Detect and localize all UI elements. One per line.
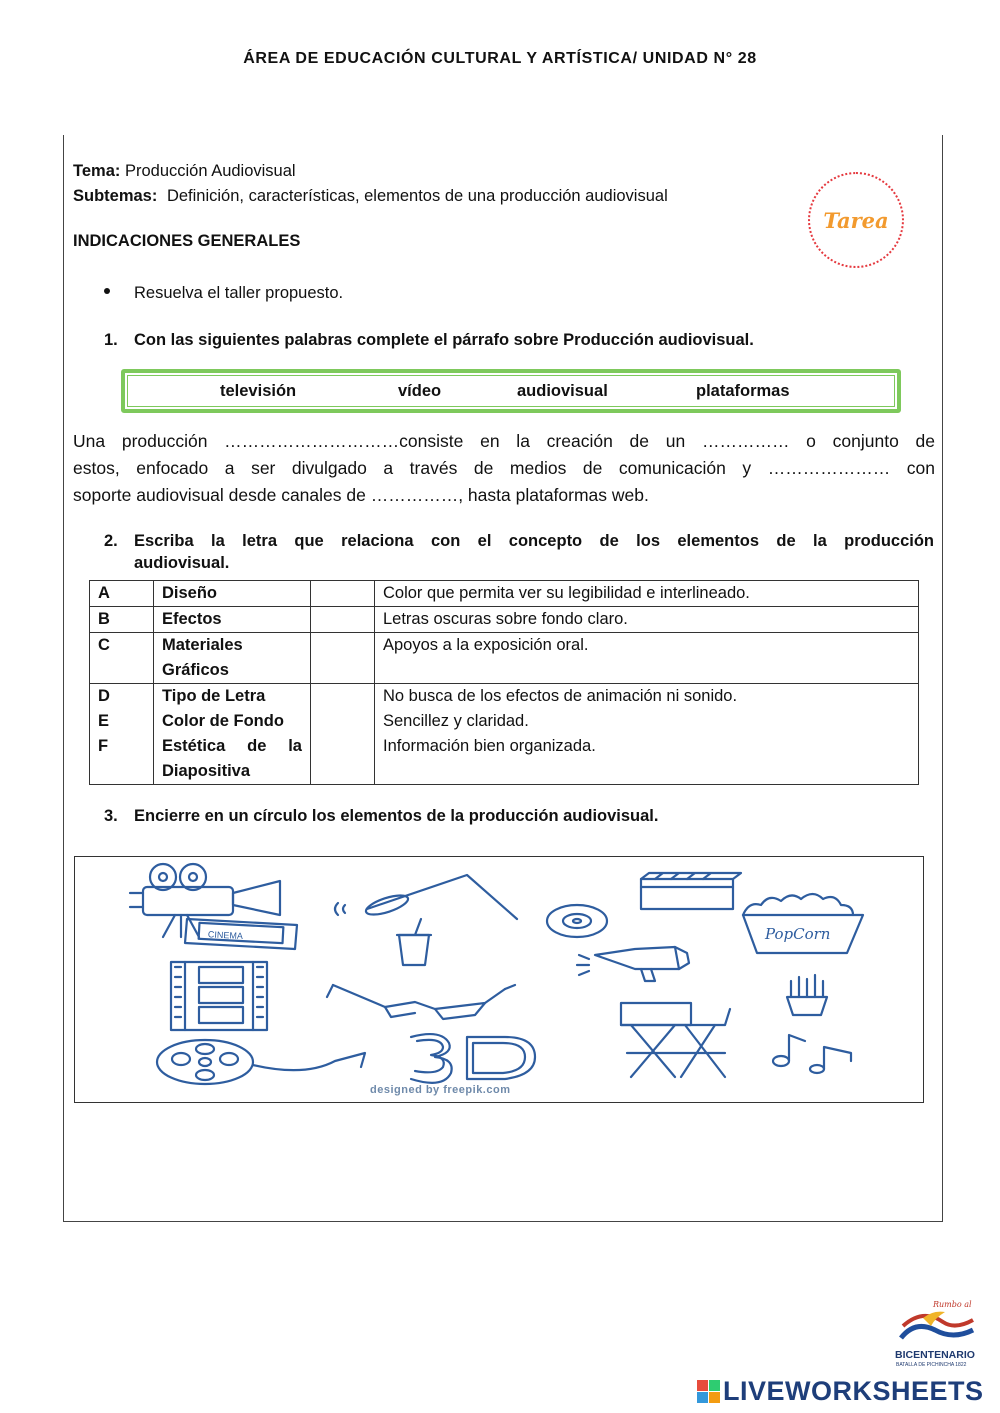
tarea-stamp-text: Tarea xyxy=(823,207,889,233)
table-row xyxy=(90,633,919,684)
page-header: ÁREA DE EDUCACIÓN CULTURAL Y ARTÍSTICA/ UNIDAD N° 28 xyxy=(243,50,757,67)
q1-text: Con las siguientes palabras complete el párrafo sobre Producción audiovisual. xyxy=(134,331,754,349)
term-diapositiva: Diapositiva xyxy=(162,762,251,780)
term-line: Gráficos xyxy=(162,661,229,679)
megaphone-icon[interactable] xyxy=(577,947,689,981)
q1-number: 1. xyxy=(104,331,118,349)
liveworksheets-squares-icon xyxy=(697,1380,721,1404)
subtemas-label: Subtemas: xyxy=(73,187,158,205)
subtemas-line xyxy=(73,187,668,206)
bicentenario-emblem-icon xyxy=(893,1298,985,1368)
bicentenario-script: Rumbo al xyxy=(933,1300,972,1309)
french-fries-icon[interactable] xyxy=(787,975,827,1015)
3d-text-icon[interactable] xyxy=(411,1034,535,1083)
fill-paragraph xyxy=(73,428,935,509)
term-cell xyxy=(154,633,311,684)
letter-cell-group xyxy=(90,684,154,785)
bicentenario-name: BICENTENARIO xyxy=(895,1349,975,1361)
answer-cell[interactable] xyxy=(311,581,375,607)
concept-line: Información bien organizada. xyxy=(383,737,596,755)
q2-text-line-2: audiovisual. xyxy=(134,554,230,572)
director-chair-icon[interactable] xyxy=(621,1003,730,1077)
film-reel-icon[interactable] xyxy=(157,1040,365,1084)
tarea-stamp xyxy=(808,172,904,268)
popcorn-icon[interactable] xyxy=(743,894,863,953)
word-audiovisual[interactable]: audiovisual xyxy=(517,382,608,400)
term-tipo-de-letra: Tipo de Letra xyxy=(162,687,266,705)
liveworksheets-text: LIVEWORKSHEETS xyxy=(723,1376,984,1406)
word-video[interactable]: vídeo xyxy=(398,382,442,400)
answer-cell[interactable] xyxy=(311,607,375,633)
paragraph-line-1[interactable]: Una producción …………………………consiste en la creación de un …………… o conjunto de xyxy=(73,431,935,451)
term-line: Materiales xyxy=(162,636,243,654)
table-row-group xyxy=(90,684,919,785)
table-row xyxy=(90,581,919,607)
answer-cell[interactable] xyxy=(311,633,375,684)
letter-cell: A xyxy=(90,581,154,607)
term-cell-group xyxy=(154,684,311,785)
subtemas-value: Definición, características, elementos de una producción audiovisual xyxy=(166,187,668,205)
bullet-text: Resuelva el taller propuesto. xyxy=(134,284,344,302)
paragraph-line-3[interactable]: soporte audiovisual desde canales de ……………, hasta plataformas web. xyxy=(73,485,649,505)
cinema-label: CINEMA xyxy=(207,929,244,942)
3d-glasses-icon[interactable] xyxy=(327,985,515,1019)
popcorn-label: PopCorn xyxy=(765,925,831,943)
bicentenario-logo xyxy=(893,1298,985,1368)
letter-cell: B xyxy=(90,607,154,633)
term-color-de-fondo: Color de Fondo xyxy=(162,712,284,730)
answer-cell[interactable] xyxy=(311,684,375,785)
image-credit: designed by freepik.com xyxy=(370,1084,511,1096)
letter-f: F xyxy=(98,737,109,755)
word-plataformas[interactable]: plataformas xyxy=(696,382,790,400)
paragraph-line-2[interactable]: estos, enfocado a ser divulgado a través de medios de comunicación y ………………… con xyxy=(73,458,935,478)
concept-cell: Apoyos a la exposición oral. xyxy=(375,633,919,684)
elements-table xyxy=(89,580,919,785)
q3-number: 3. xyxy=(104,807,118,825)
q2-text xyxy=(134,532,934,573)
term-cell: Efectos xyxy=(154,607,311,633)
term-cell: Diseño xyxy=(154,581,311,607)
tema-label: Tema: xyxy=(73,162,121,180)
doodles-svg xyxy=(75,857,922,1101)
music-notes-icon[interactable] xyxy=(773,1035,851,1073)
tema-line xyxy=(73,162,296,181)
microphone-boom-icon[interactable] xyxy=(335,875,517,919)
table-row xyxy=(90,607,919,633)
word-television[interactable]: televisión xyxy=(220,382,297,400)
indicaciones-heading: INDICACIONES GENERALES xyxy=(73,232,301,250)
soda-cup-icon[interactable] xyxy=(397,919,431,965)
concept-cell-group xyxy=(375,684,919,785)
concept-line: Sencillez y claridad. xyxy=(383,712,529,730)
clapperboard-icon[interactable] xyxy=(641,873,741,909)
film-strip-icon[interactable] xyxy=(171,962,267,1030)
letter-e: E xyxy=(98,712,110,730)
q2-number: 2. xyxy=(104,532,118,550)
liveworksheets-logo[interactable] xyxy=(697,1376,984,1407)
term-estetica: Estética de la xyxy=(162,737,302,755)
q3-text: Encierre en un círculo los elementos de la producción audiovisual. xyxy=(134,807,659,825)
tema-value: Producción Audiovisual xyxy=(124,162,296,180)
bullet-dot xyxy=(104,288,110,294)
concept-line: No busca de los efectos de animación ni sonido. xyxy=(383,687,738,705)
letter-d: D xyxy=(98,687,110,705)
letter-cell: C xyxy=(90,633,154,684)
bicentenario-sub: BATALLA DE PICHINCHA 1822 xyxy=(896,1362,967,1368)
q2-text-line-1: Escriba la letra que relaciona con el concepto de los elementos de la producción xyxy=(134,532,934,550)
concept-cell: Letras oscuras sobre fondo claro. xyxy=(375,607,919,633)
concept-cell: Color que permita ver su legibilidad e interlineado. xyxy=(375,581,919,607)
cd-disc-icon[interactable] xyxy=(547,905,607,937)
audiovisual-doodles-image xyxy=(74,856,924,1103)
